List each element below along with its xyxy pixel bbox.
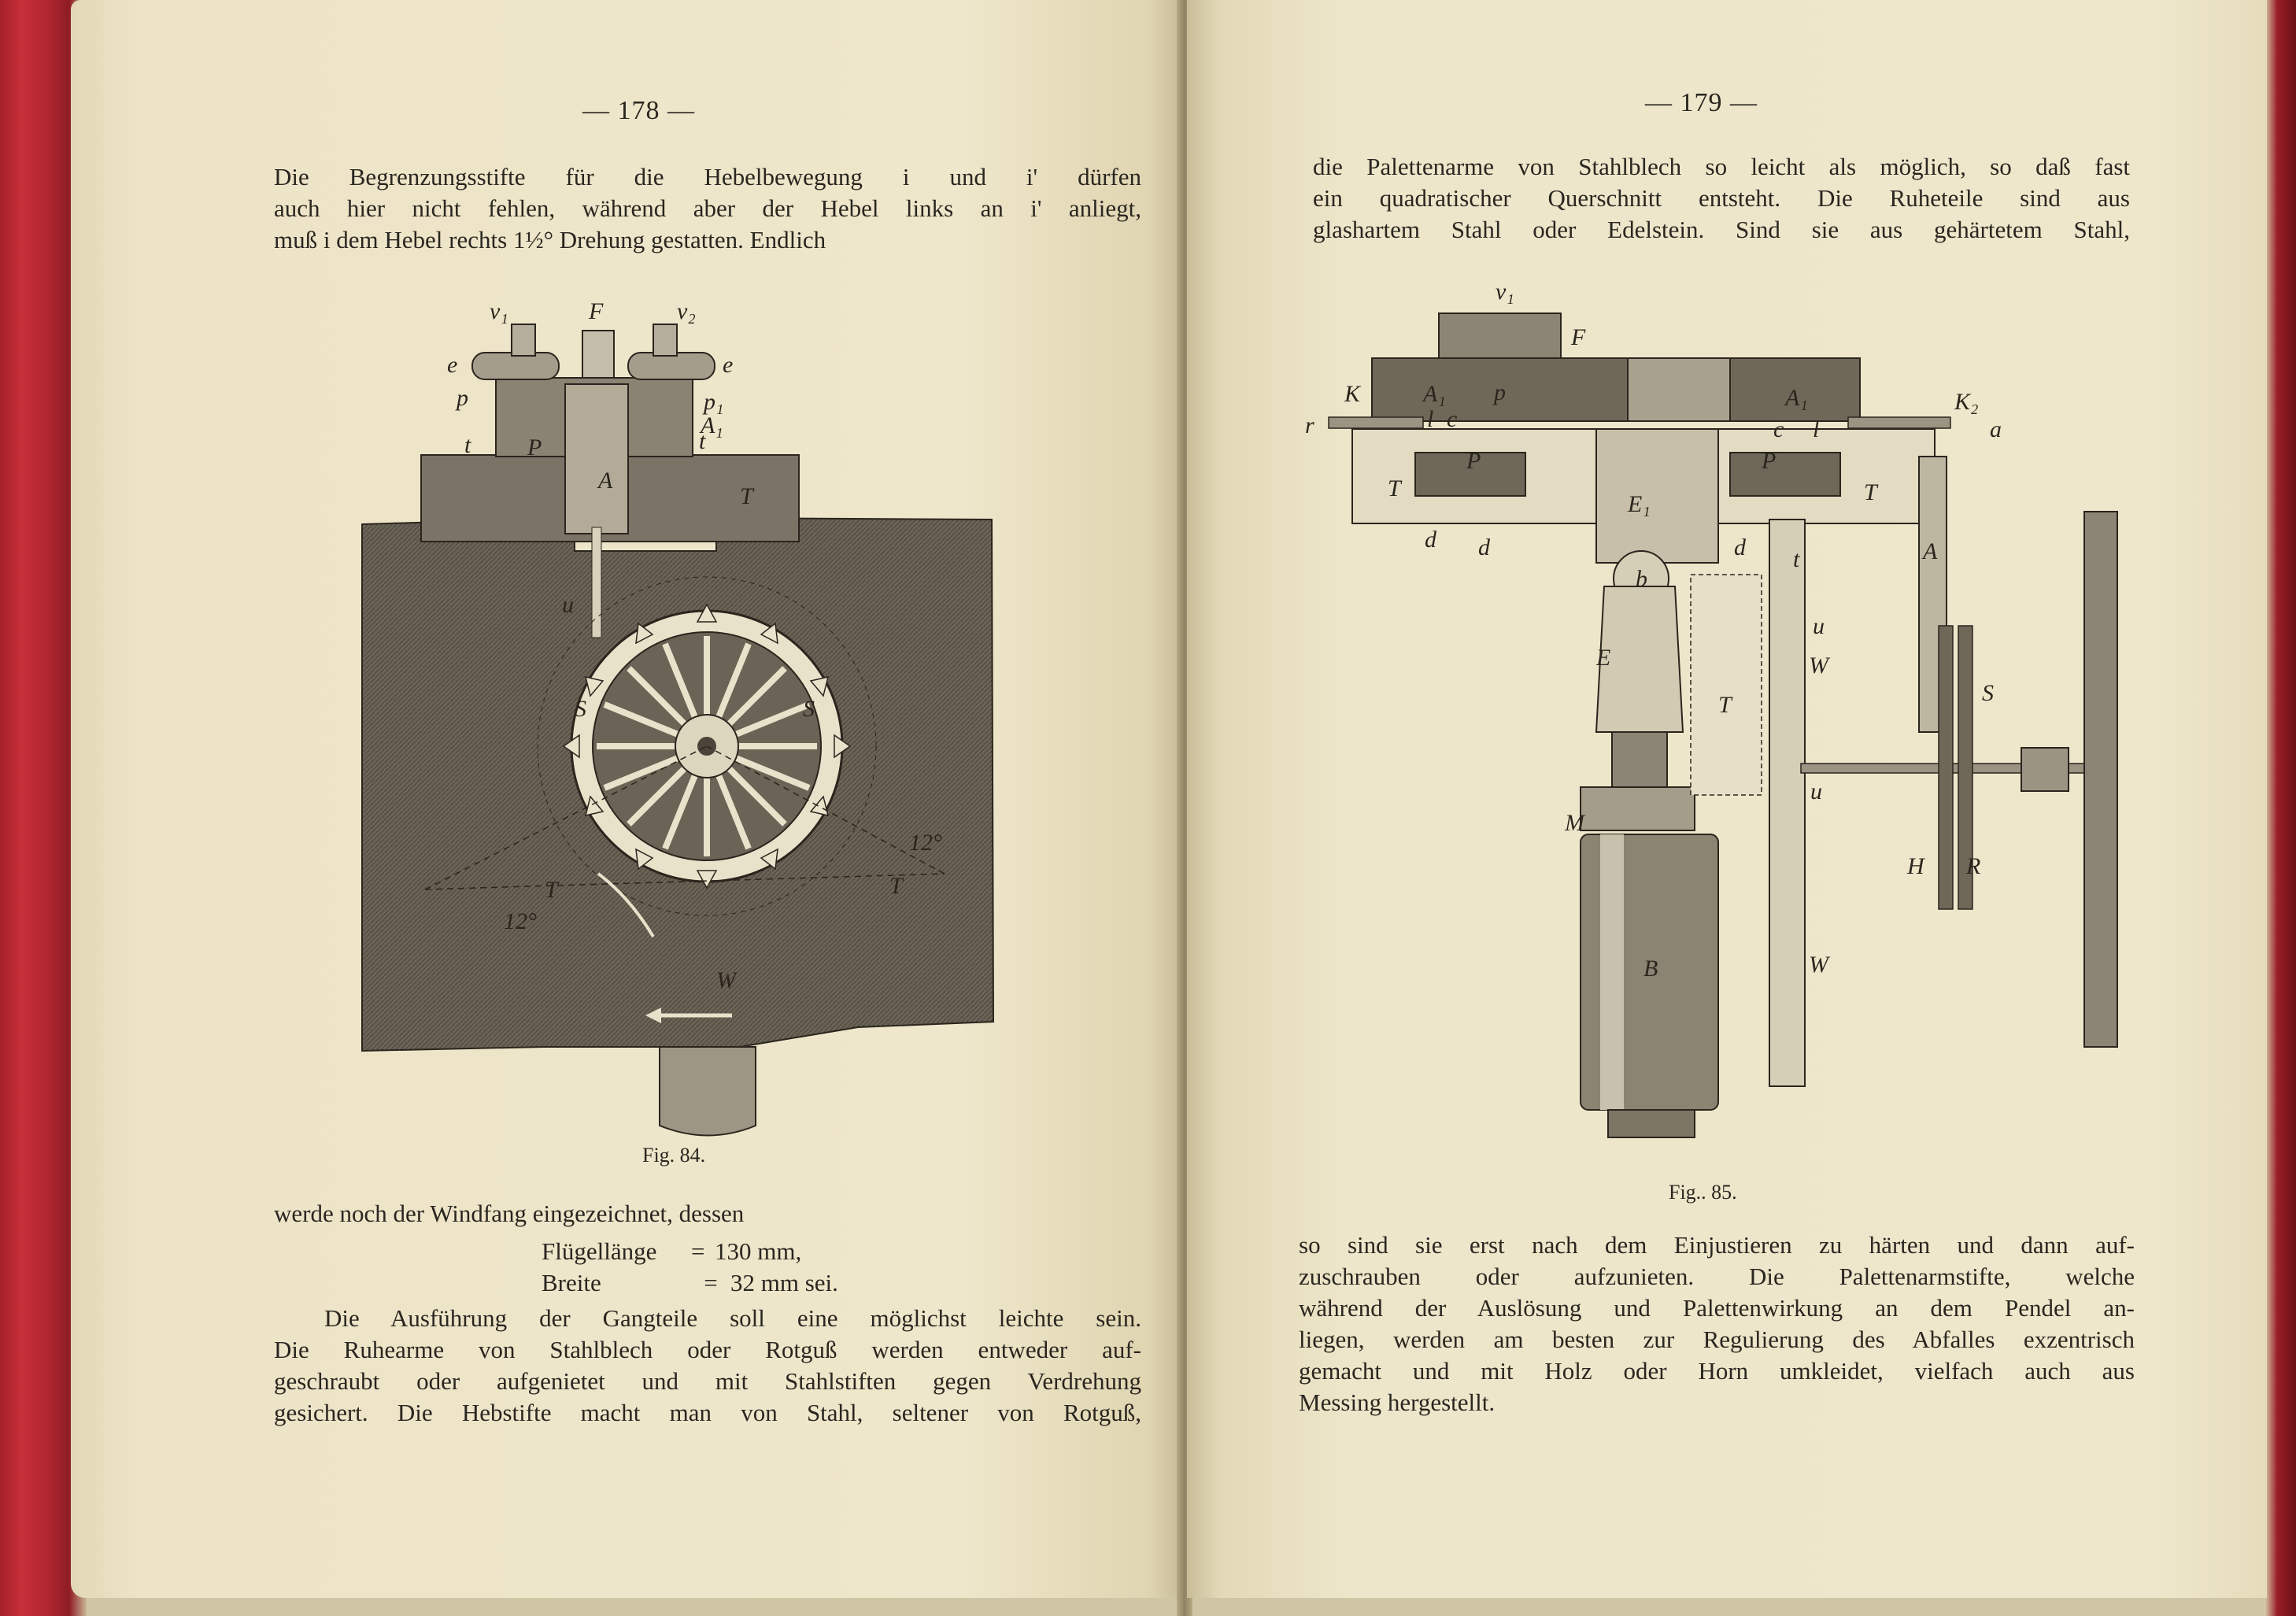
label: T (889, 873, 903, 899)
label: t (699, 428, 706, 454)
text-line: werde noch der Windfang eingezeichnet, dessen (274, 1200, 745, 1227)
label: u (1810, 778, 1822, 804)
label: b (1636, 566, 1647, 592)
text-line: zuschrauben oder aufzunieten. Die Palettenarmstifte, welche (1299, 1263, 2135, 1290)
label: e (723, 352, 734, 378)
left-page (71, 0, 1182, 1598)
book-edge-right (2265, 0, 2296, 1616)
label: d (1478, 534, 1490, 560)
label: M (1565, 810, 1584, 836)
formula-value: 130 mm, (715, 1237, 802, 1265)
label: T (1388, 475, 1401, 501)
left-page-number: — 178 — (582, 96, 695, 125)
label: T (545, 877, 558, 903)
text-line: Die Ausführung der Gangteile soll eine möglichst leichte sein. (324, 1304, 1141, 1332)
left-top-paragraph (274, 161, 1141, 256)
label: F (589, 298, 604, 324)
formula-row (542, 1267, 838, 1299)
text-line: geschraubt oder aufgenietet und mit Stahlstiften gegen Verdrehung (274, 1367, 1141, 1395)
text-line: während der Auslösung und Palettenwirkung an dem Pendel an- (1299, 1294, 2135, 1322)
label: A₁ (1423, 381, 1446, 407)
label: A (1923, 538, 1938, 564)
left-bottom-paragraph (274, 1303, 1141, 1429)
text-line: Die Ruhearme von Stahlblech oder Rotguß werden entweder auf- (274, 1336, 1141, 1363)
label: S (803, 696, 815, 722)
label: l (1813, 416, 1820, 442)
right-bottom-paragraph (1299, 1230, 2135, 1418)
text-line: gemacht und mit Holz oder Horn umkleidet, vielfach auch aus (1299, 1357, 2135, 1385)
label: 12° (909, 830, 942, 856)
label: v₁ (490, 298, 508, 324)
text-line: liegen, werden am besten zur Regulierung des Abfalles exzentrisch (1299, 1326, 2135, 1353)
label: K₂ (1954, 389, 1979, 415)
figure-84-escapement (346, 291, 1039, 1149)
label: u (562, 592, 574, 618)
formula-windfang (542, 1236, 838, 1299)
figure-85-escapement-side (1297, 275, 2179, 1181)
label: S (1982, 680, 1994, 706)
label: t (464, 432, 471, 458)
label: p (457, 385, 468, 411)
label: F (1571, 324, 1586, 350)
label: W (716, 967, 736, 993)
label: t (1793, 546, 1800, 572)
formula-label: Breite (542, 1269, 601, 1296)
label: 12° (504, 908, 537, 934)
label: r (1305, 412, 1314, 438)
label: p₁ (704, 389, 724, 415)
label: A₁ (701, 412, 723, 438)
label: P (1762, 448, 1777, 474)
label: e (447, 352, 458, 378)
label: T (740, 483, 753, 509)
label: W (1809, 952, 1828, 978)
formula-eq: = (691, 1237, 705, 1265)
formula-label: Flügellänge (542, 1237, 657, 1265)
formula-row (542, 1236, 838, 1267)
label: E (1596, 645, 1611, 671)
text-line: glashartem Stahl oder Edelstein. Sind sie aus gehärtetem Stahl, (1313, 216, 2130, 243)
figure-84-caption: Fig. 84. (642, 1144, 706, 1167)
formula-eq: = (704, 1269, 718, 1296)
right-page-number: — 179 — (1645, 88, 1758, 117)
formula-value: 32 mm sei. (730, 1269, 838, 1296)
label: E₁ (1628, 491, 1651, 517)
label: d (1425, 527, 1436, 553)
label: c (1447, 406, 1458, 432)
label: a (1990, 416, 2002, 442)
text-line: die Palettenarme von Stahlblech so leicht als möglich, so daß fast (1313, 153, 2130, 180)
right-top-paragraph (1313, 151, 2130, 246)
label: d (1734, 534, 1746, 560)
label: R (1966, 853, 1981, 879)
text-line: auch hier nicht fehlen, während aber der Hebel links an i' anliegt, (274, 194, 1141, 222)
label: P (527, 435, 542, 460)
text-line: so sind sie erst nach dem Einjustieren zu härten und dann auf- (1299, 1231, 2135, 1259)
text-line: muß i dem Hebel rechts 1½° Drehung gestatten. Endlich (274, 226, 826, 253)
label: K (1344, 381, 1361, 407)
label: B (1643, 956, 1658, 982)
text-line: gesichert. Die Hebstifte macht man von Stahl, seltener von Rotguß, (274, 1399, 1141, 1426)
label: S (575, 696, 586, 722)
label: v₂ (677, 298, 696, 324)
label: T (1864, 479, 1877, 505)
text-line: Die Begrenzungsstifte für die Hebelbewegung i und i' dürfen (274, 163, 1141, 190)
figure-85-caption: Fig.. 85. (1669, 1181, 1737, 1204)
right-page (1187, 0, 2267, 1598)
left-after-figure-line (274, 1198, 1141, 1230)
label: A (598, 468, 613, 494)
label: p (1494, 379, 1506, 405)
label: v₁ (1496, 279, 1514, 305)
label: W (1809, 653, 1828, 679)
label: A₁ (1785, 385, 1808, 411)
label: c (1773, 416, 1784, 442)
text-line: Messing hergestellt. (1299, 1389, 1496, 1416)
label: u (1813, 613, 1825, 639)
label: H (1907, 853, 1924, 879)
label: l (1427, 406, 1434, 432)
label: T (1718, 692, 1732, 718)
label: P (1466, 448, 1481, 474)
text-line: ein quadratischer Querschnitt entsteht. Die Ruheteile sind aus (1313, 184, 2130, 212)
